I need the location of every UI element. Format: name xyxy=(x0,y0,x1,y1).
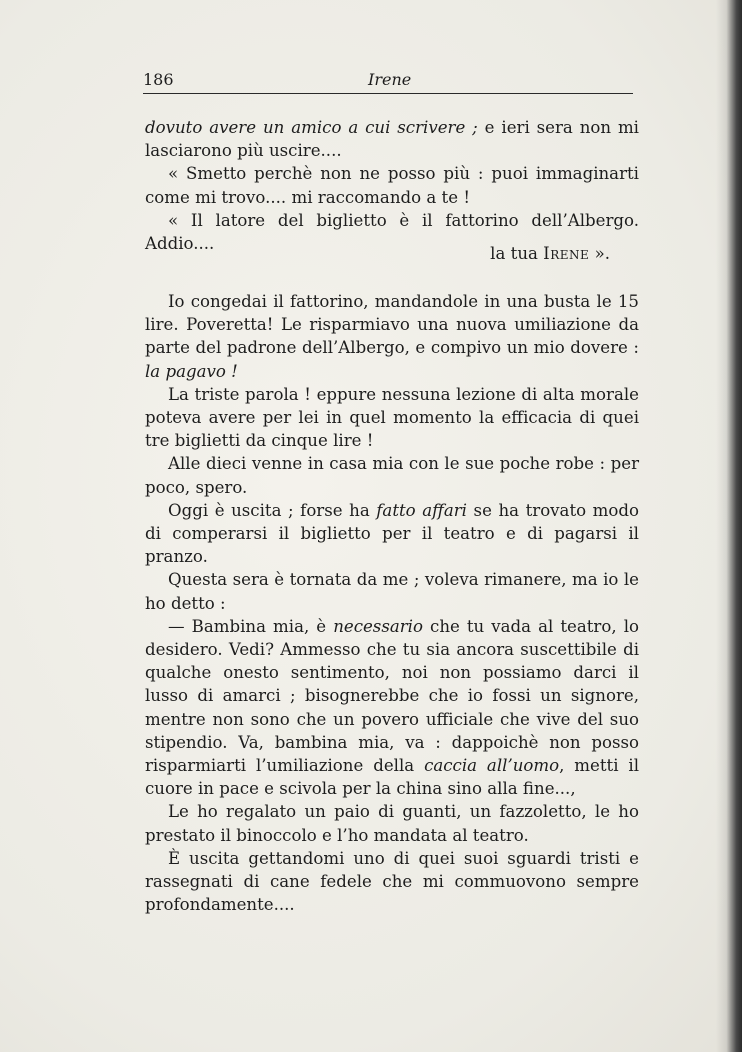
letter-paragraph: « Il latore del biglietto è il fattorino dell’Albergo. Addio.... xyxy=(145,210,639,254)
paragraph: Le ho regalato un paio di guanti, un fazzoletto, le ho prestato il binoccolo e l’ho mandata al teatro. xyxy=(145,802,639,845)
letter-paragraph: « Smetto perchè non ne posso più : puoi immaginarti come mi trovo.... mi raccomando a te ! xyxy=(145,164,639,207)
paragraph: Oggi è uscita ; forse ha fatto affari se ha trovato modo di comperarsi il biglietto per il teatro e di pagarsi il pranzo. xyxy=(145,500,640,567)
letter-text xyxy=(145,116,639,255)
paragraph: È uscita gettandomi uno di quei suoi sguardi tristi e rassegnati di cane fedele che mi commuovono sempre profondamente.... xyxy=(145,848,639,915)
page-edge-shadow xyxy=(716,0,742,1052)
paragraph: Alle dieci venne in casa mia con le sue poche robe : per poco, spero. xyxy=(145,454,639,497)
letter-paragraph: dovuto avere un amico a cui scrivere ; e ieri sera non mi lasciarono più uscire.... xyxy=(145,118,639,161)
paragraph: Io congedai il fattorino, mandandole in una busta le 15 lire. Poveretta! Le risparmiavo una nuova umiliazione da parte del padrone dell’Albergo, e compivo un mio dovere : la pagavo ! xyxy=(145,292,639,381)
running-header xyxy=(143,70,633,92)
paragraph: Questa sera è tornata da me ; voleva rimanere, ma io le ho detto : xyxy=(145,570,639,613)
header-rule xyxy=(143,93,633,94)
dialogue-paragraph: — Bambina mia, è necessario che tu vada al teatro, lo desidero. Vedi? Ammesso che tu sia ancora suscettibile di qualche onesto sentimento, noi non possiamo darci il lusso di amarci ; bisognerebbe che io fossi un signore, mentre non sono che un povero ufficiale che vive del suo stipendio. Va, bambina mia, va : dappoichè non posso risparmiarti l’umiliazione della caccia all’uomo, metti il cuore in pace e scivola per la china sino alla fine..., xyxy=(145,616,640,799)
narrative-text xyxy=(145,290,639,916)
running-title: Irene xyxy=(368,70,412,89)
letter-signature: la tua Irene ». xyxy=(490,244,610,263)
page-number: 186 xyxy=(143,70,174,89)
paragraph: La triste parola ! eppure nessuna lezione di alta morale poteva avere per lei in quel momento la efficacia di quei tre biglietti da cinque lire ! xyxy=(145,384,639,451)
